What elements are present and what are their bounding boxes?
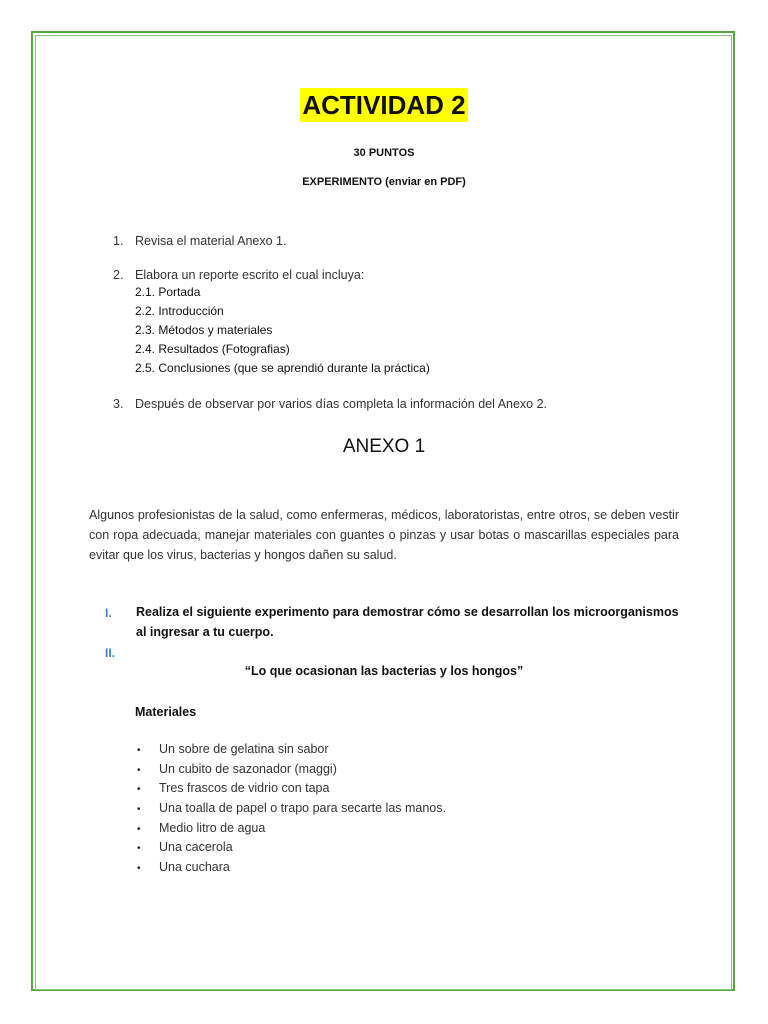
step-text-3: Después de observar por varios días completa la información del Anexo 2. [135, 397, 548, 411]
bullet-icon: • [137, 863, 141, 874]
step-number-1: 1. [113, 234, 124, 248]
list-item: Un cubito de sazonador (maggi) [159, 762, 337, 776]
experiment-instruction-line2: al ingresar a tu cuerpo. [136, 625, 274, 639]
list-item: Un sobre de gelatina sin sabor [159, 742, 329, 756]
bullet-icon: • [137, 765, 141, 776]
report-part: 2.3. Métodos y materiales [135, 323, 273, 337]
step-number-3: 3. [113, 397, 124, 411]
experiment-title: “Lo que ocasionan las bacterias y los hongos” [244, 664, 524, 678]
roman-numeral-1: I. [105, 606, 112, 620]
list-item: Medio litro de agua [159, 821, 266, 835]
bullet-icon: • [137, 804, 141, 815]
page-title-text: ACTIVIDAD 2 [302, 90, 466, 120]
list-item: Una toalla de papel o trapo para secarte las manos. [159, 801, 446, 815]
list-item: Tres frascos de vidrio con tapa [159, 781, 330, 795]
materials-heading: Materiales [135, 705, 197, 719]
step-number-2: 2. [113, 268, 124, 282]
step-text-1: Revisa el material Anexo 1. [135, 234, 287, 248]
bullet-icon: • [137, 843, 141, 854]
subtitle: EXPERIMENTO (enviar en PDF) [302, 176, 466, 188]
report-part: 2.5. Conclusiones (que se aprendió durante la práctica) [135, 361, 430, 375]
roman-numeral-2: II. [105, 646, 116, 660]
list-item: Una cuchara [159, 860, 230, 874]
page-title [0, 90, 768, 121]
bullet-icon: • [137, 784, 141, 795]
report-part: 2.1. Portada [135, 285, 201, 299]
experiment-instruction-line1: Realiza el siguiente experimento para demostrar cómo se desarrollan los microorganismos [136, 605, 679, 619]
anexo-title: ANEXO 1 [342, 436, 426, 457]
bullet-icon: • [137, 745, 141, 756]
report-part: 2.2. Introducción [135, 304, 224, 318]
step-text-2: Elabora un reporte escrito el cual incluya: [135, 268, 365, 282]
list-item: Una cacerola [159, 840, 233, 854]
intro-paragraph: Algunos profesionistas de la salud, como enfermeras, médicos, laboratoristas, entre otros, se deben vestir con ropa adecuada, manejar materiales con guantes o pinzas y usar botas o mascarillas especiales para evitar que los virus, bacterias y hongos dañen su salud. [89, 508, 679, 562]
report-part: 2.4. Resultados (Fotografias) [135, 342, 290, 356]
bullet-icon: • [137, 824, 141, 835]
points-label: 30 PUNTOS [353, 147, 415, 159]
